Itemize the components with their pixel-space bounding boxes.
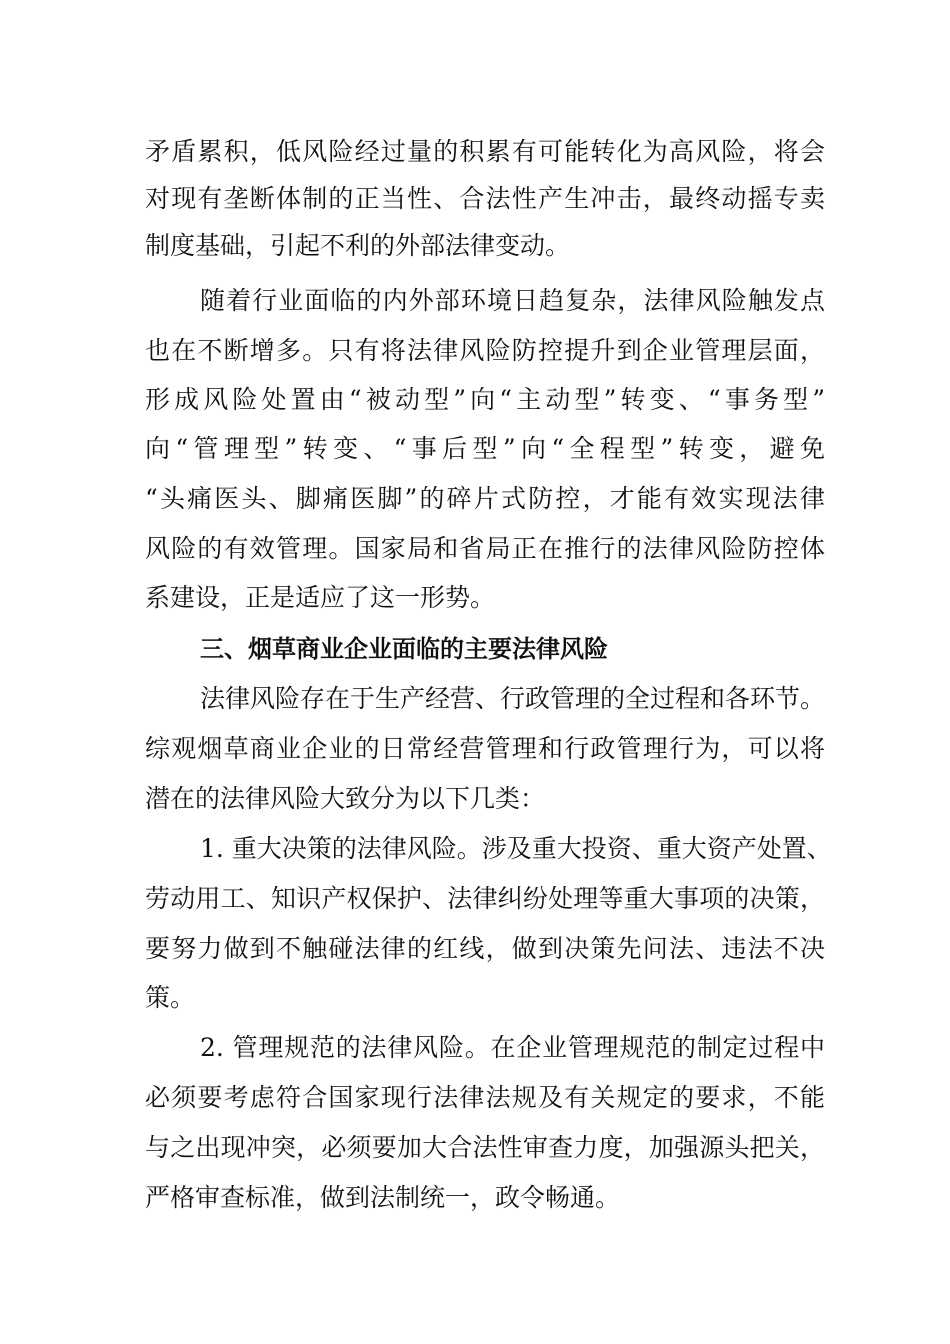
text-line-18: 策。: [145, 983, 196, 1012]
text-line-19: 2. 管理规范的法律风险。在企业管理规范的制定过程中: [200, 1033, 825, 1062]
text-line-1: 矛盾累积，低风险经过量的积累有可能转化为高风险，将会: [145, 137, 825, 166]
text-line-21: 与之出现冲突，必须要加大合法性审查力度，加强源头把关，: [145, 1133, 825, 1162]
text-line-17: 要努力做到不触碰法律的红线，做到决策先问法、违法不决: [145, 934, 825, 963]
text-line-12: 法律风险存在于生产经营、行政管理的全过程和各环节。: [200, 684, 826, 713]
text-line-15: 1. 重大决策的法律风险。涉及重大投资、重大资产处置、: [200, 834, 832, 863]
text-line-4: 随着行业面临的内外部环境日趋复杂，法律风险触发点: [200, 286, 825, 315]
text-line-13: 综观烟草商业企业的日常经营管理和行政管理行为，可以将: [145, 734, 825, 763]
text-line-5: 也在不断增多。只有将法律风险防控提升到企业管理层面，: [145, 336, 825, 365]
section-heading: 三、烟草商业企业面临的主要法律风险: [200, 635, 608, 663]
text-line-8: “头痛医头、脚痛医脚”的碎片式防控，才能有效实现法律: [145, 484, 825, 513]
text-line-16: 劳动用工、知识产权保护、法律纠纷处理等重大事项的决策，: [145, 884, 825, 913]
text-line-10: 系建设，正是适应了这一形势。: [145, 583, 496, 612]
text-line-7: 向“管理型”转变、“事后型”向“全程型”转变，避免: [145, 434, 825, 463]
text-line-9: 风险的有效管理。国家局和省局正在推行的法律风险防控体: [145, 534, 825, 563]
text-line-14: 潜在的法律风险大致分为以下几类：: [145, 784, 546, 813]
text-line-3: 制度基础，引起不利的外部法律变动。: [145, 231, 571, 260]
text-line-20: 必须要考虑符合国家现行法律法规及有关规定的要求，不能: [145, 1083, 825, 1112]
text-line-6: 形成风险处置由“被动型”向“主动型”转变、“事务型”: [145, 385, 825, 414]
text-line-2: 对现有垄断体制的正当性、合法性产生冲击，最终动摇专卖: [145, 184, 825, 213]
text-line-22: 严格审查标准，做到法制统一，政令畅通。: [145, 1183, 621, 1212]
